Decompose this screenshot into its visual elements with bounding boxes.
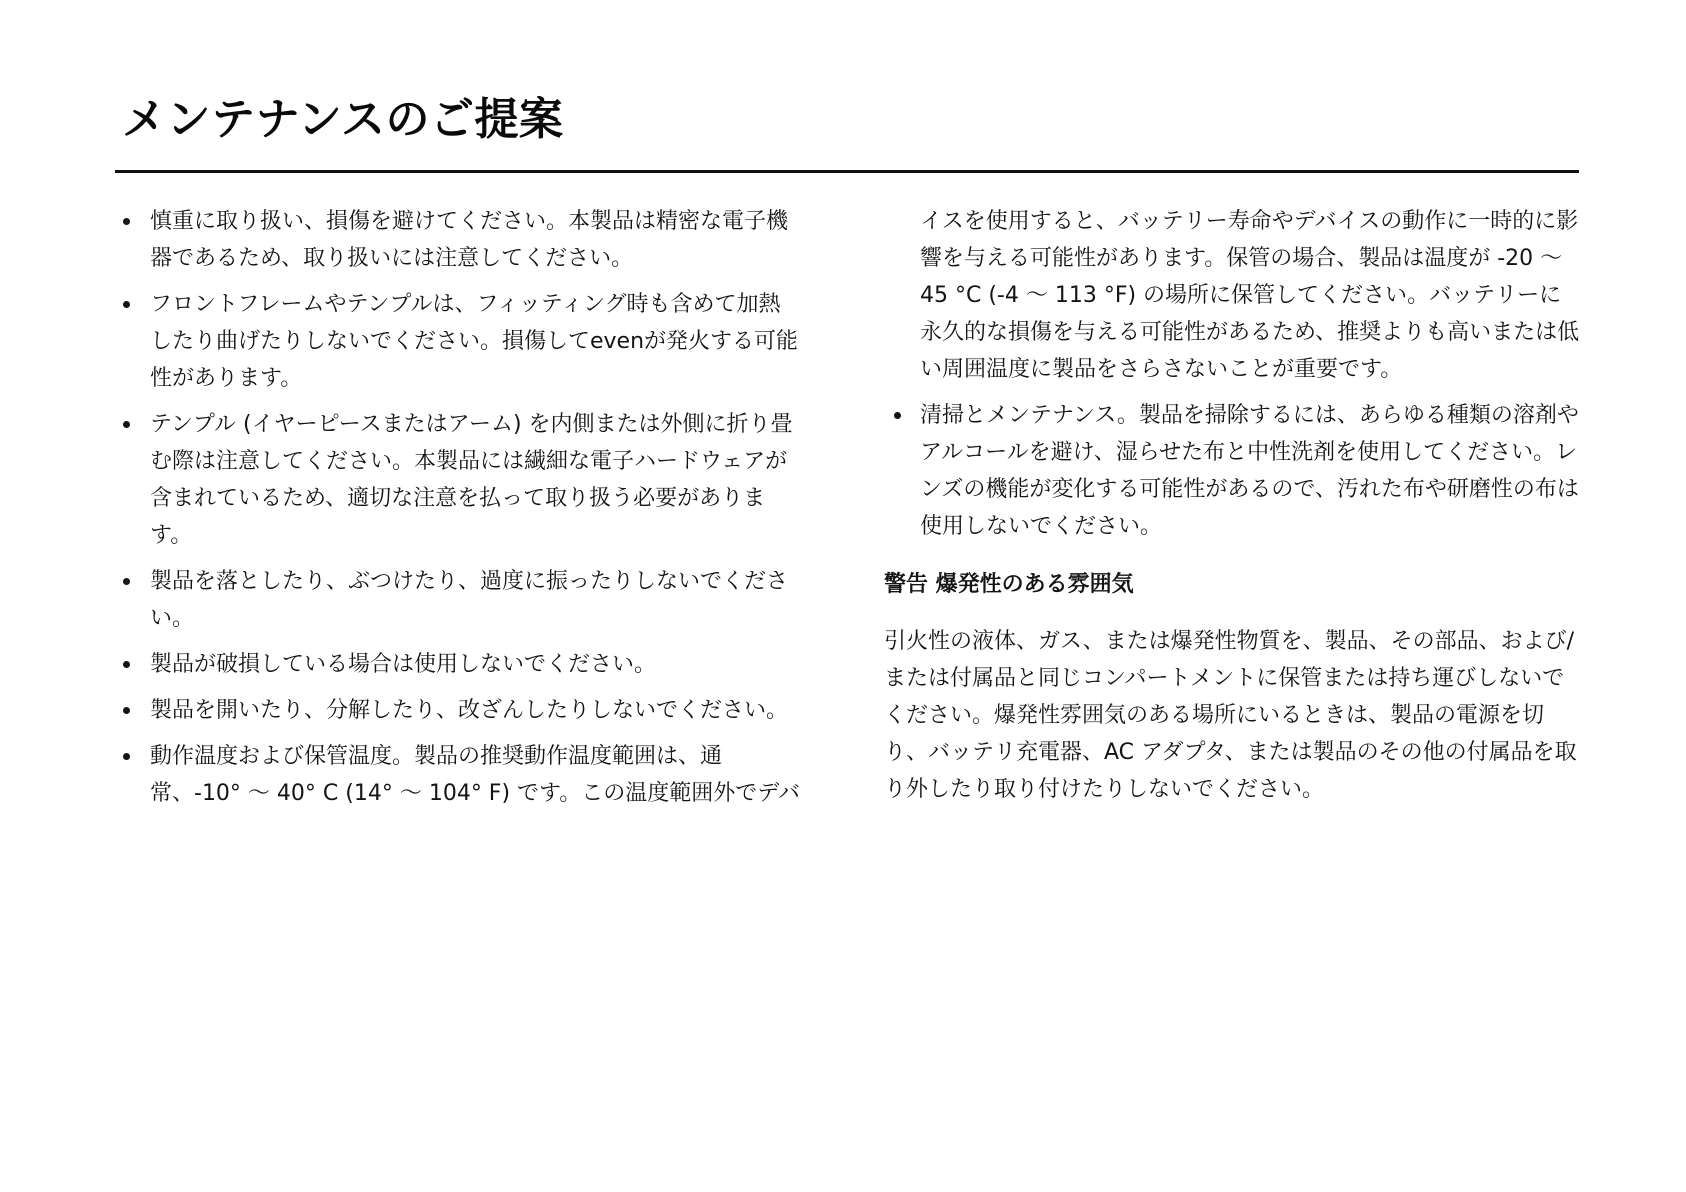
- list-item: [122, 563, 802, 637]
- maintenance-list: [122, 203, 802, 812]
- list-item-text: 製品を落としたり、ぶつけたり、過度に振ったりしないでください。: [150, 569, 789, 631]
- list-item-text: 動作温度および保管温度。製品の推奨動作温度範囲は、通常、-10° 〜 40° C (14° 〜 104° F) です。この温度範囲外でデバ: [150, 744, 800, 806]
- warning-heading: 警告 爆発性のある雰囲気: [884, 572, 1134, 597]
- list-item-continuation: イスを使用すると、バッテリー寿命やデバイスの動作に一時的に影響を与える可能性があります。保管の場合、製品は温度が -20 〜 45 °C (-4 〜 113 °F) の場所に保管してください。バッテリーに永久的な損傷を与える可能性があるため、推奨よりも高いまたは低い周囲温度に製品をさらさないことが重要です。: [920, 209, 1580, 382]
- bullet-icon: [123, 218, 130, 225]
- title-divider: [115, 170, 1579, 173]
- bullet-icon: [123, 753, 130, 760]
- bullet-icon: [123, 578, 130, 585]
- list-item-text: フロントフレームやテンプルは、フィッティング時も含めて加熱したり曲げたりしないでください。損傷してevenが発火する可能性があります。: [150, 292, 799, 391]
- bullet-icon: [123, 421, 130, 428]
- list-item-text: 清掃とメンテナンス。製品を掃除するには、あらゆる種類の溶剤やアルコールを避け、湿らせた布と中性洗剤を使用してください。レンズの機能が変化する可能性があるので、汚れた布や研磨性の布は使用しないでください。: [920, 403, 1579, 539]
- list-item: [122, 646, 802, 683]
- list-item-text: テンプル (イヤーピースまたはアーム) を内側または外側に折り畳む際は注意してください。本製品には繊細な電子ハードウェアが含まれているため、適切な注意を払って取り扱う必要があります。: [150, 412, 793, 548]
- bullet-icon: [894, 412, 901, 419]
- bullet-icon: [123, 707, 130, 714]
- list-item: [122, 203, 802, 277]
- list-item: [884, 397, 1580, 545]
- list-item: [122, 692, 802, 729]
- cleaning-list: [884, 397, 1580, 545]
- right-column: [884, 203, 1580, 808]
- page-title: メンテナンスのご提案: [122, 94, 564, 145]
- list-item: [122, 286, 802, 397]
- left-column: [122, 203, 802, 821]
- bullet-icon: [123, 301, 130, 308]
- list-item-text: 製品が破損している場合は使用しないでください。: [150, 652, 657, 677]
- bullet-icon: [123, 661, 130, 668]
- list-item: [122, 406, 802, 554]
- warning-body: 引火性の液体、ガス、または爆発性物質を、製品、その部品、および/または付属品と同じコンパートメントに保管または持ち運びしないでください。爆発性雰囲気のある場所にいるときは、製品の電源を切り、バッテリ充電器、AC アダプタ、または製品のその他の付属品を取り外したり取り付けたりしないでください。: [884, 629, 1577, 802]
- list-item: [122, 738, 802, 812]
- list-item-text: 製品を開いたり、分解したり、改ざんしたりしないでください。: [150, 698, 789, 723]
- list-item-text: 慎重に取り扱い、損傷を避けてください。本製品は精密な電子機器であるため、取り扱いには注意してください。: [150, 209, 789, 271]
